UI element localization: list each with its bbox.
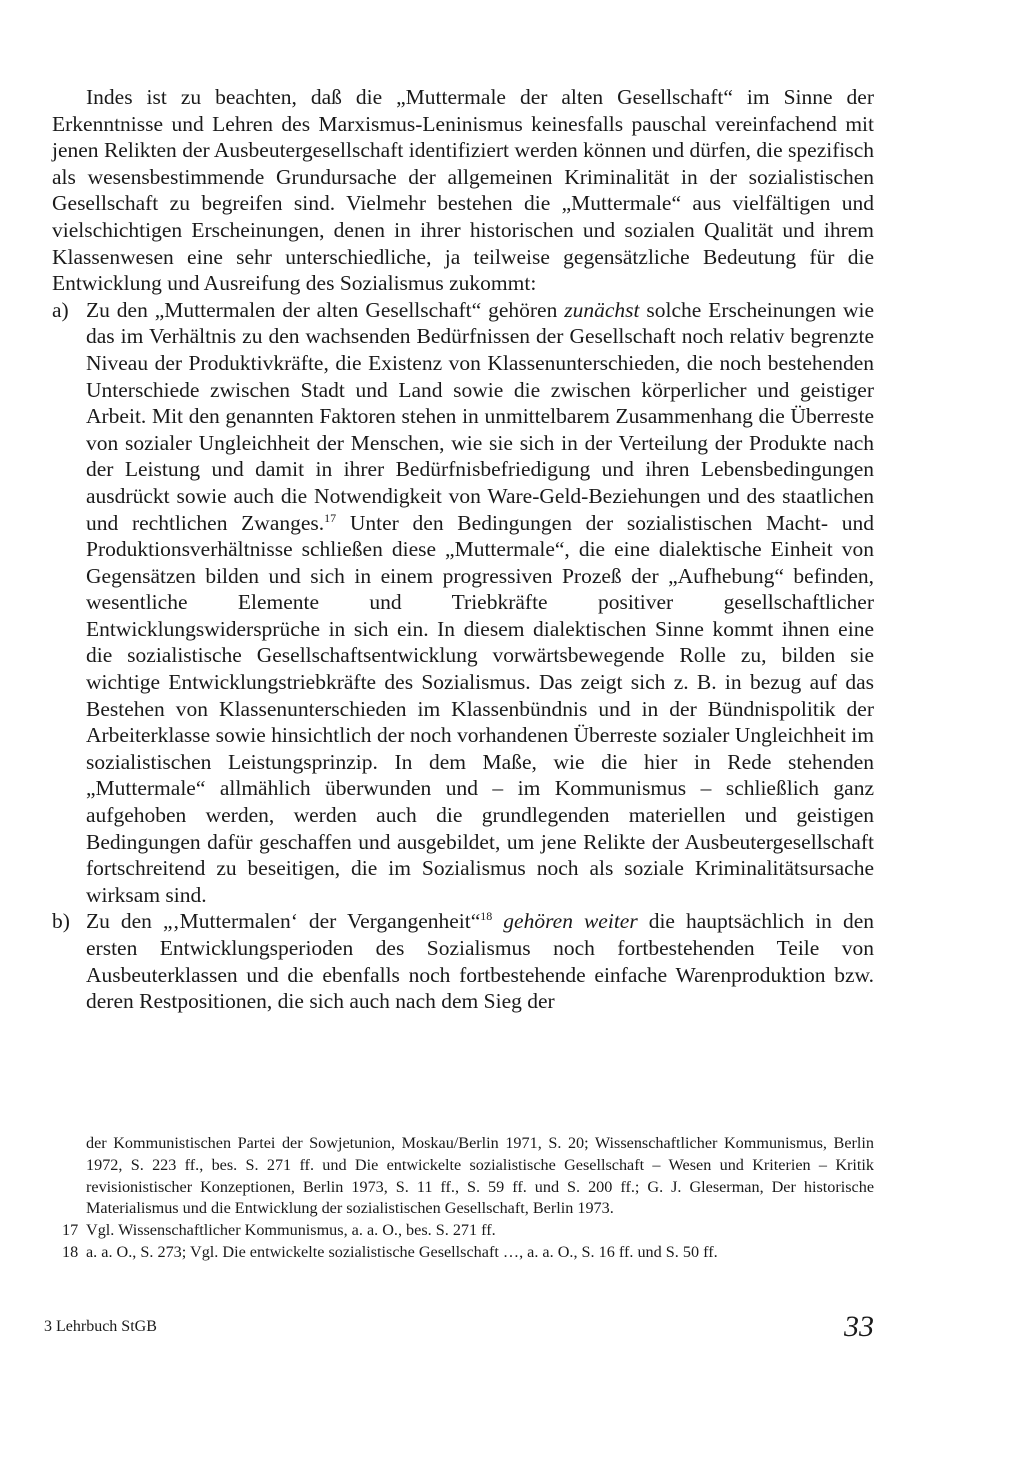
emphasis: zunächst [564,297,640,322]
emphasis: gehören weiter [503,909,638,934]
main-text [52,84,874,1015]
intro-paragraph: Indes ist zu beachten, daß die „Muttermale der alten Gesellschaft“ im Sinne der Erkenntnisse und Lehren des Marxismus-Leninismus keinesfalls pauschal vereinfachend mit jenen Relikten der Ausbeutergesellschaft identifiziert werden können und dürfen, die spezifisch als wesensbestimmende Grundursache der allgemeinen Kriminalität in der sozialistischen Gesellschaft zu begreifen sind. Vielmehr bestehen die „Muttermale“ aus vielfältigen und vielschichtigen Erscheinungen, denen in ihrer historischen und sozialen Qualität und ihrem Klassenwesen eine sehr unterschiedliche, ja teilweise gegensätzliche Bedeutung für die Entwicklung und Ausreifung des Sozialismus zukommt: [52,85,874,296]
footnote-18 [62,1242,874,1264]
list-item-text: Zu den „‚Muttermalen‘ der Vergangenheit“$^{18}$ gehören weiter die hauptsächlich in den ersten Entwicklungsperioden des Sozialismus noch fortbestehenden Teile von Ausbeuterklassen und die ebenfalls noch fortbestehende einfache Warenproduktion bzw. deren Restpositionen, die sich auch nach dem Sieg der [86,909,874,1014]
footnotes [62,1133,874,1264]
footnote-text: Vgl. Wissenschaftlicher Kommunismus, a. a. O., bes. S. 271 ff. [86,1221,496,1240]
footnote-number: 18 [62,1242,79,1261]
list-item-label: a) [52,297,69,322]
footnote-number: 17 [62,1221,79,1240]
list-item-label: b) [52,909,70,934]
footnote-17 [62,1220,874,1242]
page-footer [44,1310,874,1350]
page-number: 33 [844,1310,874,1343]
list-item-a [52,297,874,909]
footnote-ref-18: 18 [480,909,493,924]
footnote-text: a. a. O., S. 273; Vgl. Die entwickelte sozialistische Gesellschaft …, a. a. O., S. 16 ff. und S. 50 ff. [86,1242,718,1261]
signature-mark: 3 Lehrbuch StGB [44,1318,157,1335]
list-item-b [52,908,874,1014]
list-item-text: Zu den „Muttermalen der alten Gesellschaft“ gehören zunächst solche Erscheinungen wie das im Verhältnis zu den wachsenden Bedürfnissen der Gesellschaft noch relativ begrenzte Niveau der Produktivkräfte, die Existenz von Klassenunterschieden, die noch bestehenden Unterschiede zwischen Stadt und Land sowie die zwischen körperlicher und geistiger Arbeit. Mit den genannten Faktoren stehen in unmittelbarem Zusammenhang die Überreste von sozialer Ungleichheit der Menschen, wie sie sich in der Verteilung der Produkte nach der Leistung und damit in ihrer Bedürfnisbefriedigung und ihren Lebensbedingungen ausdrückt sowie auch die Notwendigkeit von Ware-Geld-Beziehungen und des staatlichen und rechtlichen Zwanges.$^{17}$ Unter den Bedingungen der sozialistischen Macht- und Produktionsverhältnisse schließen diese „Muttermale“, die eine dialektische Einheit von Gegensätzen bilden und sich in einem progressiven Prozeß der „Aufhebung“ befinden, wesentliche Elemente und Triebkräfte positiver gesellschaftlicher Entwicklungswidersprüche in sich ein. In diesem dialektischen Sinne kommt ihnen eine die sozialistische Gesellschaftsentwicklung vorwärtsbewegende Rolle zu, bilden sie wichtige Entwicklungstriebkräfte des Sozialismus. Das zeigt sich z. B. in bezug auf das Bestehen von Klassenunterschieden im Klassenbündnis und in der Bündnispolitik der Arbeiterklasse sowie hinsichtlich der noch vorhandenen Überreste sozialer Ungleichheit im sozialistischen Leistungsprinzip. In dem Maße, wie die hier in Rede stehenden „Muttermale“ allmählich überwunden und – im Kommunismus – schließlich ganz aufgehoben werden, werden auch die grundlegenden materiellen und geistigen Bedingungen dafür geschaffen und ausgebildet, um jene Relikte der Ausbeutergesellschaft fortschreitend zu beseitigen, die im Sozialismus noch als soziale Kriminalitätsursache wirksam sind. [86,297,874,907]
footnote-continuation: der Kommunistischen Partei der Sowjetunion, Moskau/Berlin 1971, S. 20; Wissenschaftlicher Kommunismus, Berlin 1972, S. 223 ff., bes. S. 271 ff. und Die entwickelte sozialistische Gesellschaft – Wesen und Kriterien – Kritik revisionistischer Konzeptionen, Berlin 1973, S. 11 ff., S. 59 ff. und S. 200 ff.; G. J. Gleserman, Der historische Materialismus und die Entwicklung der sozialistischen Gesellschaft, Berlin 1973. [86,1134,874,1218]
footnote-ref-17: 17 [324,510,337,525]
